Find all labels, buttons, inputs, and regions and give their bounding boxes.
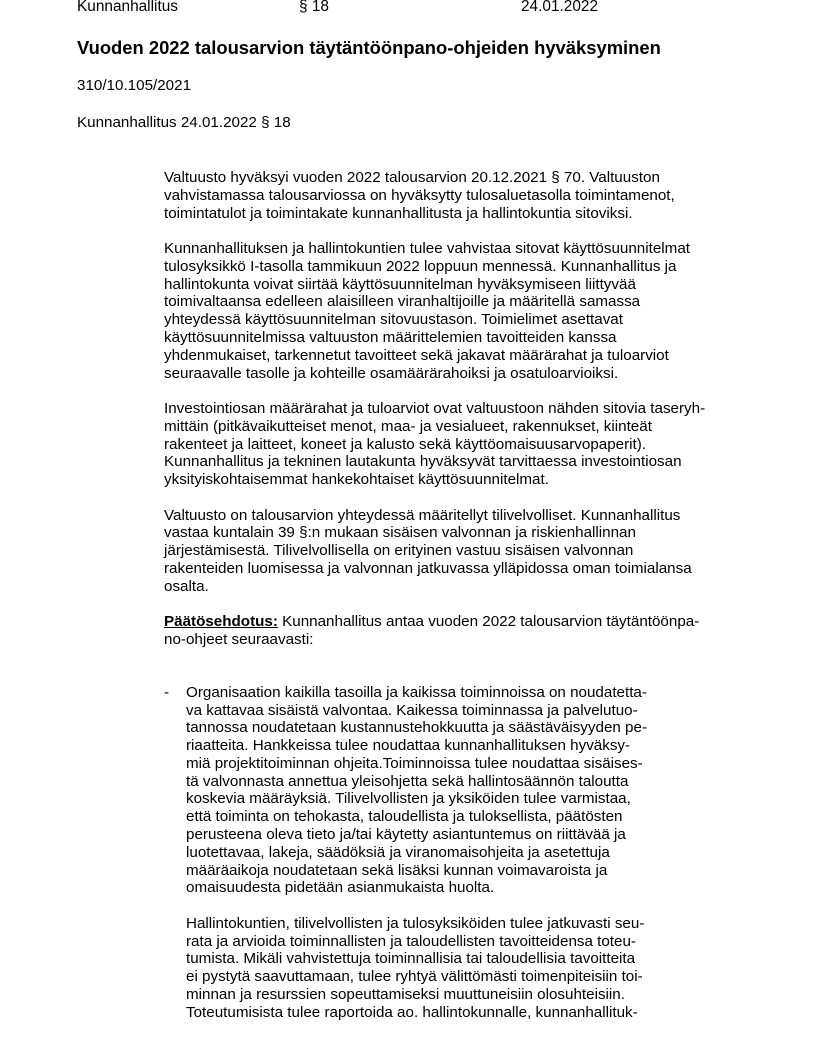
document-body [164,169,744,1039]
body-paragraph [164,507,744,596]
text-line: seuraavalle tasolle ja kohteille osamäärärahoiksi ja osatuloarvioiksi. [164,364,619,382]
page-header [77,0,777,18]
text-line: ei pystytä saavuttamaan, tulee ryhtyä välittömästi toimenpiteisiin toi- [186,968,643,986]
text-line: va kattavaa sisäistä valvontaa. Kaikessa toiminnassa ja palvelutuo- [186,701,638,719]
text-line: rakenteet ja laitteet, koneet ja kalusto sekä käyttöomaisuusarvopaperit). [164,435,647,453]
text-line: koskevia määräyksiä. Tilivelvollisten ja yksiköiden tulee varmistaa, [186,790,631,808]
body-paragraph [164,169,744,222]
text-line: toimivaltaansa edelleen alaisilleen viranhaltijoille ja määritellä samassa [164,293,641,311]
text-line: mittäin (pitkävaikutteiset menot, maa- ja vesialueet, rakennukset, kiinteät [164,417,652,435]
text-line: Organisaation kaikilla tasoilla ja kaikissa toiminnoissa on noudatetta- [186,683,647,701]
text-line: perusteena oleva tieto ja/tai käytetty asiantuntemus on riittävää ja [186,826,626,844]
meeting-reference: Kunnanhallitus 24.01.2022 § 18 [77,114,291,131]
text-line: minnan ja resurssien sopeuttamiseksi muuttuneisiin olosuhteisiin. [186,986,625,1004]
text-line: Hallintokuntien, tilivelvollisten ja tulosyksiköiden tulee jatkuvasti seu- [186,914,645,932]
text-line: omaisuudesta pidetään asianmukaista huolta. [186,879,495,897]
text-line: tannossa noudatetaan kustannustehokkuutta ja säästäväisyyden pe- [186,719,648,737]
text-line: Kunnanhallituksen ja hallintokuntien tulee vahvistaa sitovat käyttösuunnitelmat [164,239,690,257]
text-line: vahvistamassa talousarviossa on hyväksytty tulosaluetasolla toimintamenot, [164,186,675,204]
text-line: vastaa kuntalain 39 §:n mukaan sisäisen valvonnan ja riskienhallinnan [164,524,636,542]
body-paragraph [164,240,744,382]
text-line: luotettavaa, lakeja, säädöksiä ja viranomaisohjeita ja asetettuja [186,843,610,861]
text-line: yksityiskohtaisemmat hankekohtaiset käyttösuunnitelmat. [164,471,549,489]
text-line: Kunnanhallitus ja tekninen lautakunta hyväksyvät tarvittaessa investointiosan [164,453,682,471]
proposal-line-2: no-ohjeet seuraavasti: [164,630,314,648]
header-organ: Kunnanhallitus [77,0,178,15]
text-line: osalta. [164,577,209,595]
text-line: riaatteita. Hankkeissa tulee noudattaa kunnanhallituksen hyväksy- [186,737,631,755]
proposal-line-1 [164,613,744,631]
text-line: miä projektitoiminnan ohjeita.Toiminnoissa tulee noudattaa sisäises- [186,754,643,772]
list-paragraph [186,915,744,1022]
proposal-paragraph [164,613,744,649]
list-paragraph [186,684,744,898]
case-number: 310/10.105/2021 [77,77,192,94]
proposal-label: Päätösehdotus: [164,613,278,631]
text-line: tulosyksikkö I-tasolla tammikuun 2022 loppuun mennessä. Kunnanhallitus ja [164,257,677,275]
instruction-list-item [164,684,744,1022]
text-line: Toteutumisista tulee raportoida ao. hallintokunnalle, kunnanhallituk- [186,1003,638,1021]
text-line: että toiminta on tehokasta, taloudellista ja tuloksellista, päätösten [186,808,623,826]
list-bullet: - [164,683,170,701]
text-line: yhteydessä käyttösuunnitelman sitovuustason. Toimielimet asettavat [164,311,623,329]
list-item-content [186,684,744,1022]
header-section: § 18 [299,0,329,15]
text-line: Investointiosan määrärahat ja tuloarviot ovat valtuustoon nähden sitovia taseryh- [164,399,706,417]
header-date: 24.01.2022 [521,0,599,15]
text-line: rata ja arvioida toiminnallisten ja taloudellisten tavoitteidensa toteu- [186,932,636,950]
body-paragraph [164,400,744,489]
text-line: järjestämisestä. Tilivelvollisella on erityinen vastuu sisäisen valvonnan [164,542,634,560]
text-line: käyttösuunnitelmissa valtuuston määrittelemien tavoitteiden kanssa [164,328,617,346]
text-line: hallintokunta voivat siirtää käyttösuunnitelman hyväksymiseen liittyvää [164,275,636,293]
text-line: toimintatulot ja toimintakate kunnanhallitusta ja hallintokuntia sitoviksi. [164,204,633,222]
proposal-text: Kunnanhallitus antaa vuoden 2022 talousarvion täytäntöönpa- [277,613,700,631]
body-paragraphs [164,169,744,596]
text-line: tumista. Mikäli vahvistettuja toiminnallisia tai taloudellisia tavoitteita [186,950,636,968]
text-line: määräaikoja noudatetaan sekä lisäksi kunnan voimavaroista ja [186,861,608,879]
text-line: Valtuusto on talousarvion yhteydessä määritellyt tilivelvolliset. Kunnanhallitus [164,506,681,524]
document-title: Vuoden 2022 talousarvion täytäntöönpano-ohjeiden hyväksyminen [77,37,661,58]
text-line: tä valvonnasta annettua yleisohjetta sekä hallintosäännön taloutta [186,772,629,790]
text-line: rakenteiden luomisessa ja valvonnan jatkuvassa ylläpidossa oman toimialansa [164,559,692,577]
text-line: Valtuusto hyväksyi vuoden 2022 talousarvion 20.12.2021 § 70. Valtuuston [164,169,660,186]
text-line: yhdenmukaiset, tarkennetut tavoitteet sekä jakavat määrärahat ja tuloarviot [164,346,669,364]
